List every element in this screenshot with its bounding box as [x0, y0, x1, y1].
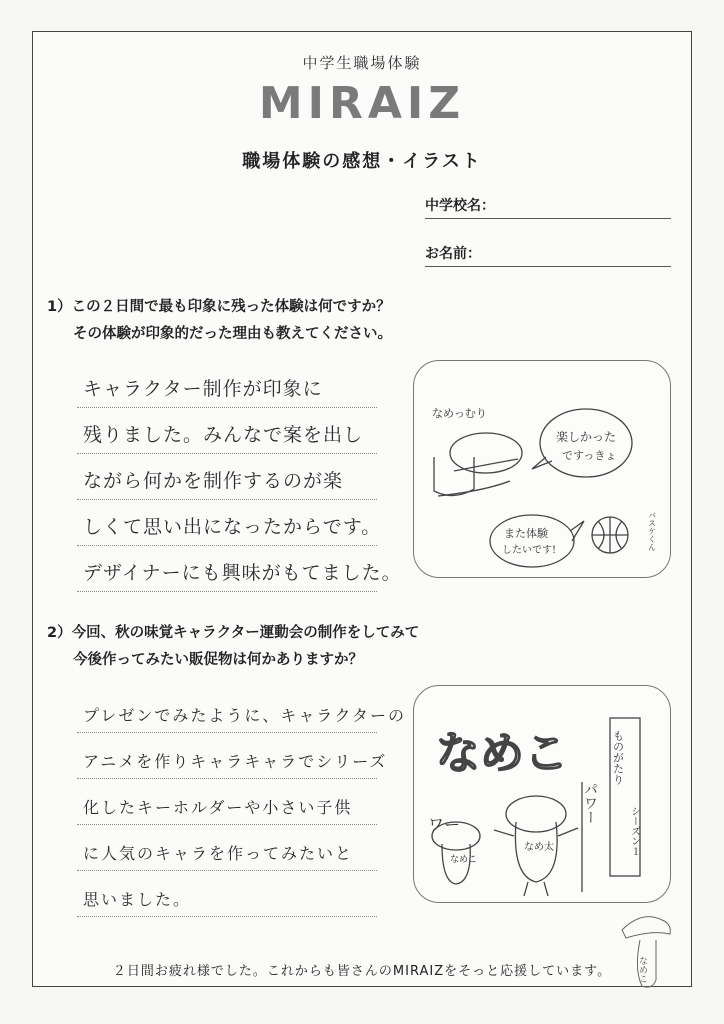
school-name-field[interactable]: [425, 195, 671, 219]
answer-1-text: デザイナーにも興味がもてました。: [83, 562, 402, 584]
answer-2-row: [77, 687, 407, 733]
question-2-line-2: 今後作ってみたい販促物は何かありますか？: [73, 652, 363, 668]
question-2-line-1: 2）今回、秋の味覚キャラクター運動会の制作をしてみて: [47, 625, 420, 641]
illustration-2-drawing: [414, 686, 670, 902]
story-vertical-text-2: シーズン１: [628, 806, 640, 856]
answer-2-row: [77, 733, 388, 779]
bubble-2-line-2: したいです!: [502, 545, 557, 556]
answer-2-text: アニメを作りキャラキャラでシリーズ: [83, 752, 388, 771]
footer-message: ２日間お疲れ様でした。これからも皆さんのMIRAIZをそっと応援しています。: [112, 964, 612, 979]
question-1-line-2: その体験が印象的だった理由も教えてください。: [73, 326, 392, 342]
program-subtitle: 中学生職場体験: [302, 54, 422, 72]
answer-2-text: 思いました。: [83, 890, 192, 909]
answer-1: [77, 362, 402, 592]
answer-1-text: しくて思い出になったからです。: [83, 516, 382, 538]
corner-doodle-label: なめこ: [637, 956, 647, 983]
bubble-1-line-2: ですっきょ: [562, 449, 617, 462]
answer-2-text: プレゼンでみたように、キャラクターの: [83, 706, 407, 725]
answer-1-row: [77, 500, 382, 546]
illustration-box-1: [413, 360, 671, 578]
question-1: [47, 294, 392, 348]
answer-1-row: [77, 454, 377, 500]
illustration-1-label: なめっむり: [432, 407, 487, 420]
answer-2-row: [77, 825, 377, 871]
answer-2: [77, 687, 407, 917]
answer-2-row: [77, 871, 377, 917]
company-logo: MIRAIZ: [258, 78, 466, 129]
illustration-1-drawing: [414, 361, 670, 577]
answer-2-text: 化したキーホルダーや小さい子供: [83, 798, 353, 817]
bubble-2-line-1: また体験: [504, 527, 548, 540]
name-label: お名前：: [425, 246, 481, 262]
form-sheet: [32, 31, 692, 987]
character-2-label: なめ太: [524, 842, 554, 853]
question-2: [47, 620, 419, 674]
answer-1-row: [77, 362, 377, 408]
answer-1-row: [77, 546, 402, 592]
school-name-label: 中学校名：: [425, 198, 495, 214]
form-title: 職場体験の感想・イラスト: [242, 151, 482, 172]
answer-1-text: 残りました。みんなで案を出し: [83, 424, 364, 446]
answer-1-text: ながら何かを制作するのが楽: [83, 470, 344, 492]
answer-1-row: [77, 408, 377, 454]
illustration-box-2: [413, 685, 671, 903]
answer-1-text: キャラクター制作が印象に: [83, 378, 323, 400]
bubble-1-line-1: 楽しかった: [556, 430, 617, 444]
answer-2-text: に人気のキャラを作ってみたいと: [83, 844, 354, 863]
power-text: パワー: [582, 782, 598, 824]
answer-2-row: [77, 779, 377, 825]
wa-text: ワー: [428, 815, 461, 834]
question-1-line-1: 1）この２日間で最も印象に残った体験は何ですか？: [47, 299, 391, 315]
name-field[interactable]: [425, 243, 671, 267]
corner-doodle: [612, 890, 692, 990]
namekopower-outline-text: なめこ: [436, 728, 568, 779]
basketball-label: バスケくん: [647, 511, 657, 551]
story-vertical-text-1: ものがたり: [611, 730, 625, 785]
character-1-label: なめこ: [450, 855, 478, 865]
